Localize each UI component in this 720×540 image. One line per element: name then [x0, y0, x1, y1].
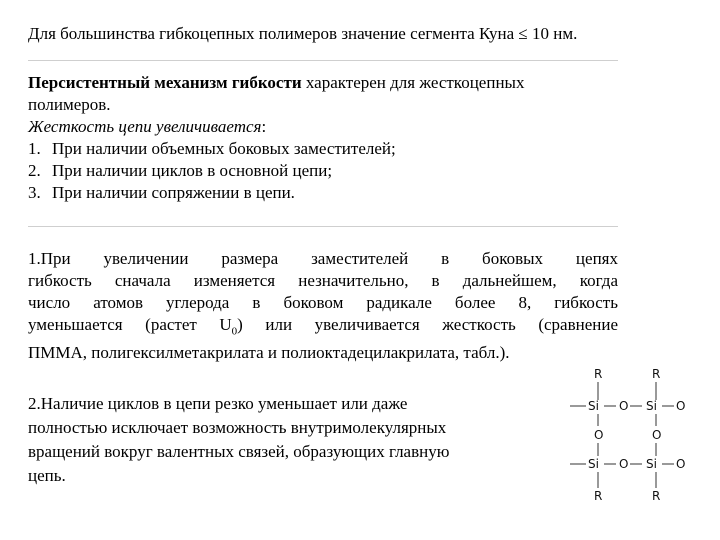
u0-subscript: 0	[231, 325, 238, 338]
section1-line1	[28, 72, 618, 94]
list-item	[28, 182, 618, 204]
paragraph-line: 2.Наличие циклов в цепи резко уменьшает или даже	[28, 394, 408, 413]
separator-top	[28, 60, 618, 61]
list-item-text: При наличии циклов в основной цепи;	[52, 161, 333, 180]
paragraph-line: ПММА, полигексилметакрилата и полиоктадецилакрилата, табл.).	[28, 343, 510, 363]
section-flexibility	[28, 72, 618, 204]
list-item	[28, 138, 618, 160]
o-atom: O	[594, 428, 604, 442]
o-atom: O	[619, 457, 629, 471]
list-item	[28, 160, 618, 182]
persistent-term: Персистентный механизм гибкости	[28, 73, 302, 92]
u0-suffix: ) или увеличивается жесткость (сравнение	[237, 315, 618, 334]
u0-prefix: уменьшается (растет U	[28, 315, 232, 334]
o-atom: O	[676, 399, 686, 413]
stiffness-colon: :	[261, 117, 267, 136]
si-atom: Si	[588, 399, 599, 413]
siloxane-ladder-structure	[568, 366, 708, 506]
si-atom: Si	[646, 457, 657, 471]
o-atom: O	[652, 428, 662, 442]
section-substituents	[28, 248, 618, 364]
paragraph-line: цепь.	[28, 466, 66, 485]
r-label: R	[594, 489, 603, 503]
stiffness-heading	[28, 116, 618, 138]
list-item-number: 1.	[28, 139, 41, 158]
intro-text: Для большинства гибкоцепных полимеров значение сегмента Куна ≤ 10 нм.	[28, 24, 578, 43]
stiffness-label: Жесткость цепи увеличивается	[28, 117, 262, 136]
o-atom: O	[619, 399, 629, 413]
list-item-number: 2.	[28, 161, 41, 180]
r-label: R	[594, 367, 603, 381]
section1-line2: полимеров.	[28, 95, 111, 114]
r-label: R	[652, 489, 661, 503]
si-atom: Si	[588, 457, 599, 471]
section-cycles	[28, 392, 528, 488]
list-item-text: При наличии объемных боковых заместителей;	[52, 139, 396, 158]
list-item-number: 3.	[28, 183, 41, 202]
separator-middle	[28, 226, 618, 227]
paragraph-line: вращений вокруг валентных связей, образующих главную	[28, 442, 450, 461]
paragraph-line: 1.При увеличении размера заместителей в боковых цепях	[28, 249, 618, 268]
si-atom: Si	[646, 399, 657, 413]
section1-rest: характерен для жесткоцепных	[301, 73, 525, 92]
paragraph-line: гибкость сначала изменяется незначительно, в дальнейшем, когда	[28, 271, 618, 290]
paragraph-line-u0	[28, 314, 618, 342]
r-label: R	[652, 367, 661, 381]
o-atom: O	[676, 457, 686, 471]
list-item-text: При наличии сопряжении в цепи.	[52, 183, 295, 202]
paragraph-line: полностью исключает возможность внутримолекулярных	[28, 418, 447, 437]
paragraph-line: число атомов углерода в боковом радикале более 8, гибкость	[28, 293, 618, 312]
